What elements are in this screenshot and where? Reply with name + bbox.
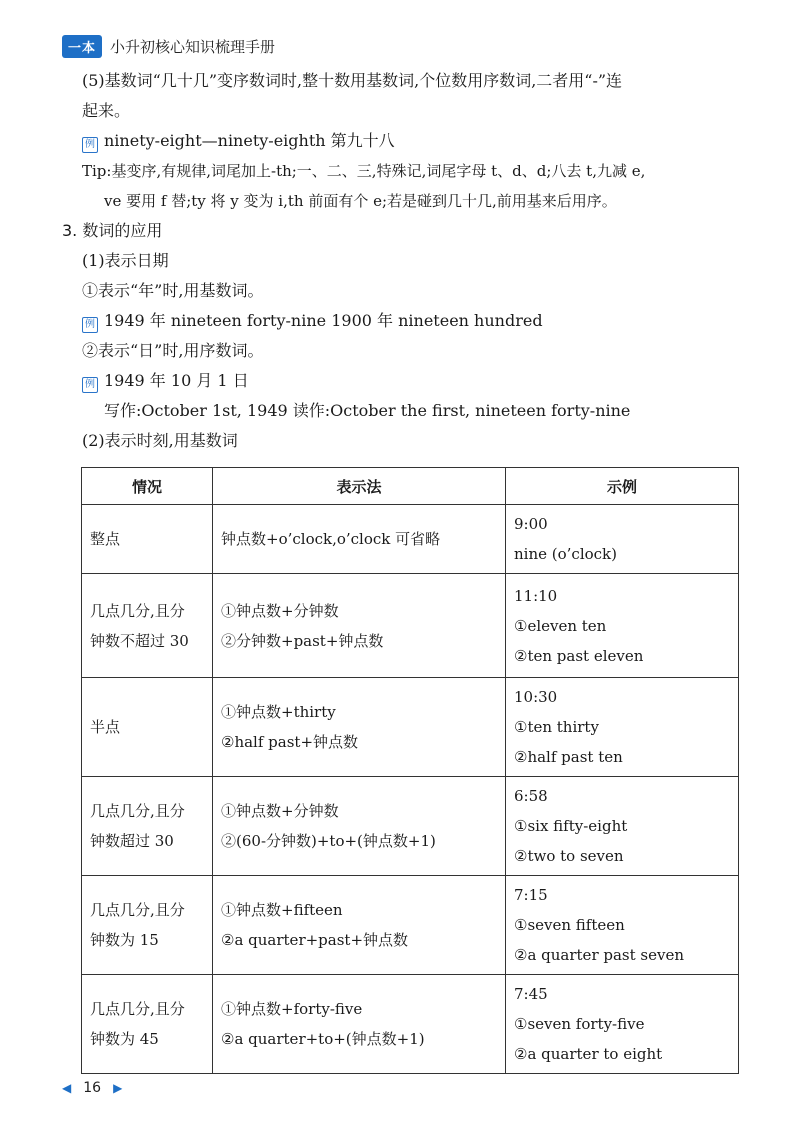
day-writing: 写作:October 1st, 1949 读作:October the first, nineteen forty-nine bbox=[104, 401, 631, 420]
cell-method-line: ②half past+钟点数 bbox=[221, 733, 359, 751]
table-row bbox=[82, 975, 739, 1074]
column-header-example: 示例 bbox=[506, 468, 739, 505]
example5 bbox=[62, 126, 752, 156]
cell-case-line: 钟数为 15 bbox=[90, 931, 159, 949]
page-number: 16 bbox=[83, 1080, 102, 1096]
cell-example-line: ②two to seven bbox=[514, 847, 624, 865]
cell-case-line: 半点 bbox=[90, 718, 121, 736]
cell-case-line: 几点几分,且分 bbox=[90, 601, 185, 620]
cell-example bbox=[506, 678, 739, 777]
cell-method bbox=[213, 975, 506, 1074]
cell-method bbox=[213, 505, 506, 574]
tip-text-cont: ve 要用 f 替;ty 将 y 变为 i,th 前面有个 e;若是碰到几十几,前用基来后用序。 bbox=[104, 192, 617, 210]
cell-method-line: ②a quarter+to+(钟点数+1) bbox=[221, 1030, 425, 1048]
table-row bbox=[82, 777, 739, 876]
cell-example-line: nine (o’clock) bbox=[514, 545, 617, 563]
rule5-text-cont: 起来。 bbox=[82, 101, 131, 120]
cell-case-line: 钟数为 45 bbox=[90, 1030, 159, 1048]
cell-case-line: 钟数不超过 30 bbox=[90, 631, 189, 650]
cell-example-line: ①eleven ten bbox=[514, 616, 607, 635]
table-row bbox=[82, 505, 739, 574]
cell-case-line: 整点 bbox=[90, 530, 121, 548]
rule5-text: (5)基数词“几十几”变序数词时,整十数用基数词,个位数用序数词,二者用“-”连 bbox=[82, 71, 623, 90]
example-icon: 例 bbox=[82, 137, 98, 153]
table-row bbox=[82, 678, 739, 777]
day-rule: ②表示“日”时,用序数词。 bbox=[82, 341, 264, 360]
cell-example bbox=[506, 777, 739, 876]
subsection-dates: (1)表示日期 bbox=[82, 251, 169, 270]
cell-example bbox=[506, 975, 739, 1074]
cell-case-line: 几点几分,且分 bbox=[90, 901, 185, 919]
page-header bbox=[62, 32, 275, 60]
page-footer bbox=[62, 1080, 122, 1096]
cell-case bbox=[82, 678, 213, 777]
day-example-text: 1949 年 10 月 1 日 bbox=[104, 371, 249, 390]
year-example bbox=[62, 306, 752, 336]
cell-method-line: 钟点数+o’clock,o’clock 可省略 bbox=[221, 530, 441, 548]
cell-method bbox=[213, 777, 506, 876]
cell-method-line: ①钟点数+thirty bbox=[221, 703, 336, 721]
cell-method bbox=[213, 574, 506, 678]
cell-case bbox=[82, 876, 213, 975]
cell-example-line: ①seven fifteen bbox=[514, 916, 625, 934]
cell-example-line: ①ten thirty bbox=[514, 718, 599, 736]
cell-example-line: 7:45 bbox=[514, 985, 548, 1003]
cell-method-line: ①钟点数+forty-five bbox=[221, 1000, 363, 1018]
example5-text: ninety-eight—ninety-eighth 第九十八 bbox=[104, 131, 395, 150]
table-row bbox=[82, 876, 739, 975]
cell-example bbox=[506, 574, 739, 678]
cell-case bbox=[82, 777, 213, 876]
day-example bbox=[62, 366, 752, 396]
brand-logo: 一本 bbox=[62, 35, 102, 58]
page-body bbox=[62, 66, 752, 456]
cell-case-line: 几点几分,且分 bbox=[90, 1000, 185, 1018]
cell-example-line: 10:30 bbox=[514, 688, 558, 706]
cell-example-line: ①six fifty-eight bbox=[514, 817, 628, 835]
cell-example bbox=[506, 505, 739, 574]
column-header-method: 表示法 bbox=[213, 468, 506, 505]
cell-method-line: ①钟点数+fifteen bbox=[221, 901, 343, 919]
cell-example-line: ②a quarter past seven bbox=[514, 946, 685, 964]
cell-method-line: ②分钟数+past+钟点数 bbox=[221, 631, 384, 650]
cell-method bbox=[213, 876, 506, 975]
subsection-times: (2)表示时刻,用基数词 bbox=[82, 431, 238, 450]
time-expression-table bbox=[81, 467, 739, 1074]
cell-case-line: 几点几分,且分 bbox=[90, 802, 185, 820]
cell-example-line: ②half past ten bbox=[514, 748, 623, 766]
triangle-right-icon[interactable]: ▶ bbox=[113, 1081, 123, 1095]
cell-case-line: 钟数超过 30 bbox=[90, 832, 174, 850]
cell-example-line: ①seven forty-five bbox=[514, 1015, 645, 1033]
book-title: 小升初核心知识梳理手册 bbox=[110, 37, 276, 56]
year-example-text: 1949 年 nineteen forty-nine 1900 年 nineteen hundred bbox=[104, 311, 543, 330]
year-rule: ①表示“年”时,用基数词。 bbox=[82, 281, 264, 300]
cell-method-line: ①钟点数+分钟数 bbox=[221, 601, 339, 620]
cell-example-line: ②a quarter to eight bbox=[514, 1045, 663, 1063]
table-row bbox=[82, 574, 739, 678]
triangle-left-icon[interactable]: ◀ bbox=[62, 1081, 72, 1095]
cell-example bbox=[506, 876, 739, 975]
column-header-case: 情况 bbox=[82, 468, 213, 505]
cell-example-line: 9:00 bbox=[514, 515, 548, 533]
cell-case bbox=[82, 505, 213, 574]
cell-example-line: ②ten past eleven bbox=[514, 646, 644, 665]
cell-case bbox=[82, 975, 213, 1074]
example-icon: 例 bbox=[82, 317, 98, 333]
cell-example-line: 11:10 bbox=[514, 586, 558, 605]
table-header-row bbox=[82, 468, 739, 505]
cell-case bbox=[82, 574, 213, 678]
table-body bbox=[82, 505, 739, 1074]
cell-example-line: 6:58 bbox=[514, 787, 548, 805]
example-icon: 例 bbox=[82, 377, 98, 393]
cell-method bbox=[213, 678, 506, 777]
cell-method-line: ②(60-分钟数)+to+(钟点数+1) bbox=[221, 832, 436, 850]
cell-example-line: 7:15 bbox=[514, 886, 548, 904]
cell-method-line: ①钟点数+分钟数 bbox=[221, 802, 339, 820]
section-title: 3. 数词的应用 bbox=[62, 221, 163, 240]
tip-text: Tip:基变序,有规律,词尾加上-th;一、二、三,特殊记,词尾字母 t、d、d;八去 t,九减 e, bbox=[82, 162, 646, 180]
cell-method-line: ②a quarter+past+钟点数 bbox=[221, 931, 409, 949]
